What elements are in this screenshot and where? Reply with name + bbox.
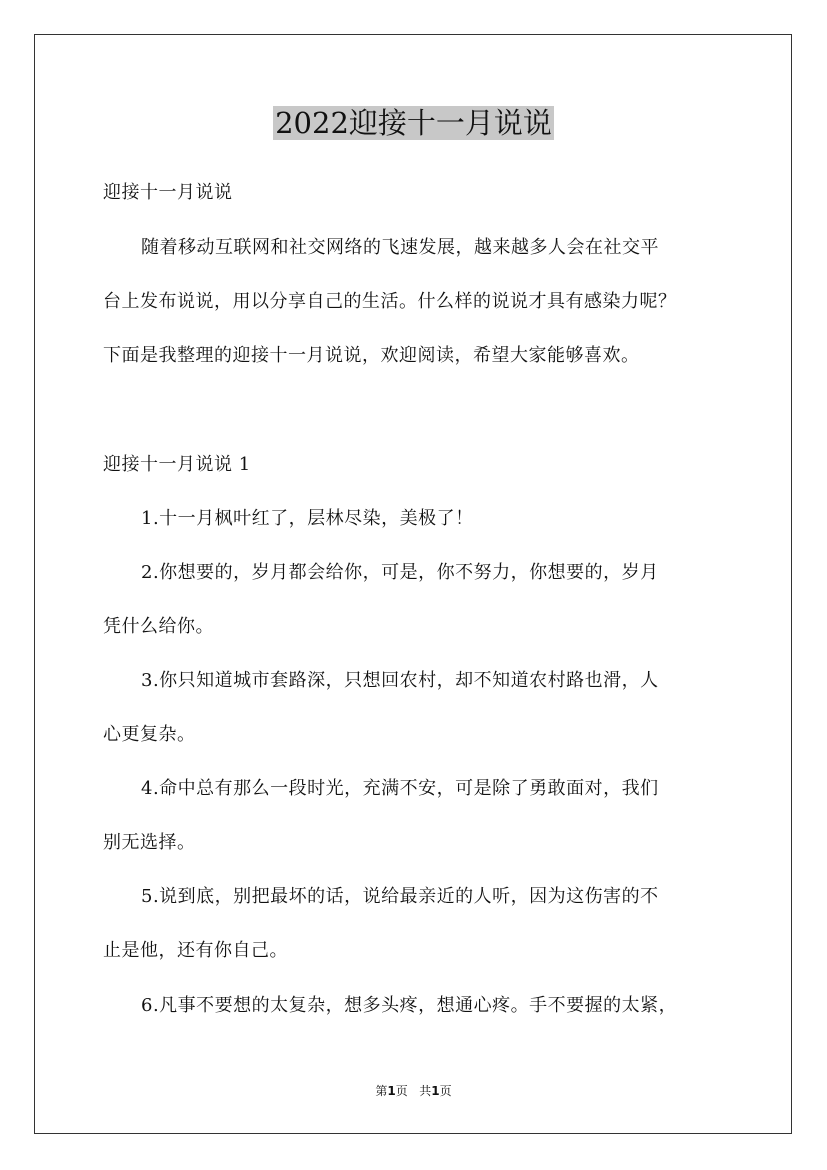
list-item-3: 3.你只知道城市套路深，只想回农村，却不知道农村路也滑，人 bbox=[141, 670, 659, 691]
intro-line: 随着移动互联网和社交网络的飞速发展，越来越多人会在社交平 bbox=[141, 237, 659, 258]
document-title bbox=[0, 103, 827, 143]
list-item-4: 4.命中总有那么一段时光，充满不安，可是除了勇敢面对，我们 bbox=[141, 778, 659, 799]
list-item-1: 1.十一月枫叶红了，层林尽染，美极了！ bbox=[141, 508, 474, 529]
footer-total-pages: 1 bbox=[431, 1084, 440, 1098]
list-item-5-cont: 止是他，还有你自己。 bbox=[103, 940, 288, 961]
page-footer bbox=[0, 1083, 827, 1099]
list-item-2-cont: 凭什么给你。 bbox=[103, 616, 214, 637]
list-item-2: 2.你想要的，岁月都会给你，可是，你不努力，你想要的，岁月 bbox=[141, 562, 659, 583]
document-title-text: 2022迎接十一月说说 bbox=[275, 106, 552, 140]
footer-total-prefix: 共 bbox=[419, 1084, 432, 1098]
list-item-3-cont: 心更复杂。 bbox=[103, 724, 196, 745]
list-item-6: 6.凡事不要想的太复杂，想多头疼，想通心疼。手不要握的太紧， bbox=[141, 995, 678, 1016]
intro-line: 下面是我整理的迎接十一月说说，欢迎阅读，希望大家能够喜欢。 bbox=[103, 345, 640, 366]
subtitle: 迎接十一月说说 bbox=[103, 182, 233, 203]
intro-line: 台上发布说说，用以分享自己的生活。什么样的说说才具有感染力呢？ bbox=[103, 291, 677, 312]
list-item-5: 5.说到底，别把最坏的话，说给最亲近的人听，因为这伤害的不 bbox=[141, 886, 659, 907]
footer-total-suffix: 页 bbox=[439, 1084, 452, 1098]
footer-page-prefix: 第 bbox=[375, 1084, 388, 1098]
section-heading: 迎接十一月说说 1 bbox=[103, 454, 251, 475]
footer-page-number: 1 bbox=[387, 1084, 396, 1098]
list-item-4-cont: 别无选择。 bbox=[103, 832, 196, 853]
footer-page-suffix: 页 bbox=[395, 1084, 408, 1098]
